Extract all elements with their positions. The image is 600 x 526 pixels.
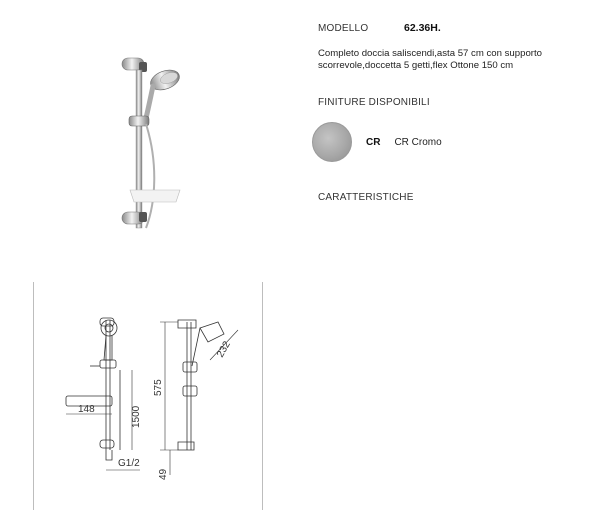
finish-swatch <box>312 122 352 162</box>
finish-name: CR Cromo <box>394 136 442 148</box>
finish-code: CR <box>366 136 381 148</box>
dim-232: 232 <box>215 339 233 360</box>
dim-575: 575 <box>153 379 164 396</box>
product-description: Completo doccia saliscendi,asta 57 cm con supporto scorrevole,doccetta 5 getti,flex Ottone 150 cm <box>318 48 542 71</box>
model-label: MODELLO <box>318 23 369 34</box>
dim-1500: 1500 <box>131 405 142 428</box>
model-code: 62.36H. <box>404 22 441 34</box>
dim-148: 148 <box>78 404 95 415</box>
model-row <box>318 22 588 34</box>
dim-thread: G1/2 <box>118 458 140 469</box>
features-title: CARATTERISTICHE <box>318 192 414 203</box>
technical-drawing <box>60 300 260 490</box>
dim-49: 49 <box>158 468 169 480</box>
finishes-title: FINITURE DISPONIBILI <box>318 97 430 108</box>
product-photo <box>110 52 200 238</box>
finish-item <box>312 122 442 162</box>
spec-block <box>318 22 588 72</box>
